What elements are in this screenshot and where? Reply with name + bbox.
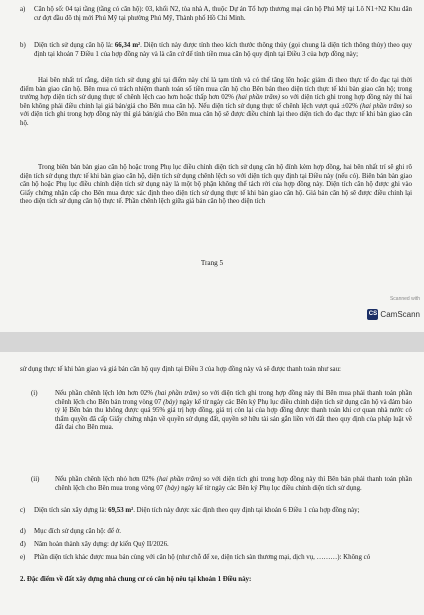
page-separator bbox=[0, 332, 424, 352]
case-ii-seller-pays: Nếu phần chênh lệch nhỏ hơn 02% (hai phần trăm) so với diện tích ghi trong hợp đồng này thì Bên bán phải thanh toán phần chênh lệch cho Bên mua trong vòng 07 (bảy) ngày kể từ ngày các Bên ký Phụ lục điều chỉnh diện tích sử dụng. bbox=[55, 476, 412, 492]
case-i-marker: (i) bbox=[31, 390, 38, 397]
scanner-watermark bbox=[362, 296, 420, 320]
handover-minutes-paragraph: Trong biên bản bàn giao căn hộ hoặc trong Phụ lục điều chỉnh diện tích sử dụng căn hộ đính kèm hợp đồng, hai bên nhất trí sẽ ghi rõ diện tích sử dụng thực tế khi bàn giao căn hộ, diện tích sử dụng chênh lệch so với diện tích quy định tại Điều này (nếu có). Biên bản bàn giao căn hộ hoặc Phụ lục điều chỉnh diện tích sử dụng này là một bộ phận không thể tách rời của hợp đồng này. Diện tích căn hộ được ghi vào Giấy chứng nhận cấp cho Bên mua được xác định theo diện tích sử dụng thực tế khi bàn giao căn hộ. Giá bán căn hộ sẽ được điều chỉnh lại theo diện tích sử dụng căn hộ thực tế. Phần chênh lệch giữa giá bán căn hộ theo diện tích bbox=[20, 164, 412, 206]
item-d-marker: d) bbox=[20, 528, 26, 535]
document-page-6 bbox=[0, 352, 424, 615]
item-e-marker: e) bbox=[20, 554, 26, 561]
payment-continuation-paragraph: sử dụng thực tế khi bàn giao và giá bán căn hộ quy định tại Điều 3 của hợp đồng này và sẽ được thanh toán như sau: bbox=[20, 366, 341, 373]
usable-area-value: 66,34 bbox=[114, 42, 131, 49]
section-2-heading: 2. Đặc điểm về đất xây dựng nhà chung cư có căn hộ nêu tại khoản 1 Điều này: bbox=[20, 576, 252, 583]
item-a-apartment-description: Căn hộ số: 04 tại tầng (tầng có căn hộ): 03, khối N2, tòa nhà A, thuộc Dự án Tổ hợp thương mại căn hộ Phú Mỹ tại Lô N1+N2 Khu dân cư đợt đầu đô thị mới Phú Mỹ tại phường Phú Mỹ, Thành phố Hồ Chí Minh. bbox=[34, 6, 412, 22]
scanner-label: Scanned with bbox=[389, 296, 420, 302]
item-dd-marker: đ) bbox=[20, 541, 26, 548]
case-i-buyer-pays: Nếu phần chênh lệch lớn hơn 02% (hai phần trăm) so với diện tích ghi trong hợp đồng này thì Bên mua phải thanh toán phần chênh lệch cho Bên bán trong vòng 07 (bảy) ngày kể từ ngày các Bên ký Phụ lục điều chỉnh diện tích sử dụng căn hộ và đảm bảo tỷ lệ Bên bán thu không được quá 95% giá trị hợp đồng, giá trị còn lại của hợp đồng được thanh toán khi cơ quan nhà nước có thẩm quyền đã cấp Giấy chứng nhận về quyền sử dụng đất, quyền sở hữu tài sản gắn liền với đất theo quy định của pháp luật về đất đai cho Bên mua. bbox=[55, 390, 412, 432]
scanner-brand-text: CamScann bbox=[380, 310, 420, 319]
item-a-marker: a) bbox=[20, 6, 26, 13]
case-ii-marker: (ii) bbox=[31, 476, 40, 483]
item-b-marker: b) bbox=[20, 42, 26, 49]
camscanner-logo-icon: CS bbox=[367, 309, 378, 320]
item-d-purpose: Mục đích sử dụng căn hộ: để ở. bbox=[34, 528, 121, 535]
page-number: Trang 5 bbox=[200, 259, 224, 267]
item-dd-completion-year: Năm hoàn thành xây dựng: dự kiến Quý II/2026. bbox=[34, 541, 169, 548]
item-c-floor-area: Diện tích sàn xây dựng là: 69,53 m². Diện tích này được xác định theo quy định tại khoản 6 Điều 1 của hợp đồng này; bbox=[34, 507, 360, 514]
area-adjustment-paragraph: Hai bên nhất trí rằng, diện tích sử dụng ghi tại điểm này chỉ là tạm tính và có thể tăng lên hoặc giảm đi theo thực tế đo đạc tại thời điểm bàn giao căn hộ. Bên mua có trách nhiệm thanh toán số tiền mua căn hộ cho Bên bán theo diện tích thực tế khi bàn giao căn hộ; trong trường hợp diện tích sử dụng thực tế chênh lệch cao hơn hoặc thấp hơn 02% (hai phần trăm) so với diện tích ghi trong hợp đồng này thì hai bên không phải điều chỉnh lại giá bán/giá cho Bên mua căn hộ. Nếu diện tích sử dụng thực tế chênh lệch vượt quá ±02% (hai phần trăm) so với diện tích ghi trong hợp đồng này thì giá bán/giá cho Bên mua căn hộ sẽ được điều chỉnh lại theo diện tích đo đạc thực tế khi bàn giao căn hộ. bbox=[20, 77, 413, 127]
scanner-brand bbox=[367, 309, 420, 320]
item-e-other-areas: Phần diện tích khác được mua bán cùng với căn hộ (như chỗ để xe, diện tích sàn thương mại, dịch vụ, ………): Không có bbox=[34, 554, 371, 561]
item-b-usable-area: Diện tích sử dụng căn hộ là: 66,34 m². Diện tích này được tính theo kích thước thông thủy (gọi chung là diện tích thông thủy) theo quy định tại khoản 7 Điều 1 của hợp đồng này và là căn cứ để tính tiền mua căn hộ quy định tại Điều 3 của hợp đồng này; bbox=[34, 42, 412, 58]
floor-area-value: 69,53 bbox=[108, 507, 124, 514]
item-c-marker: c) bbox=[20, 507, 26, 514]
